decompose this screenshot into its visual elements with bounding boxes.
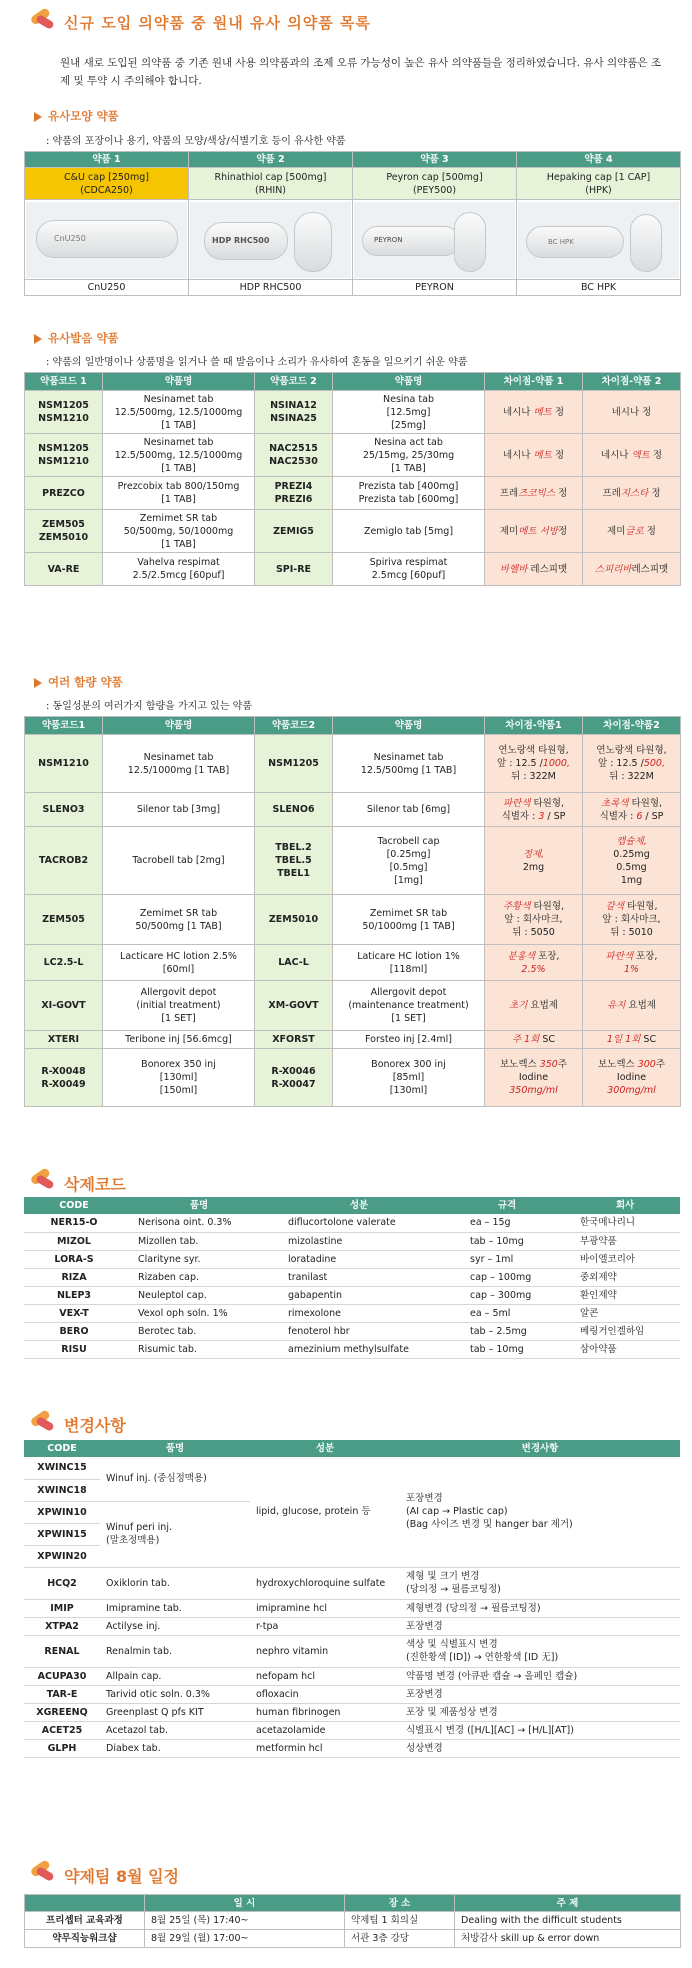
table-row — [25, 553, 681, 586]
shape-table — [24, 151, 681, 296]
deleted-heading: 삭제코드 — [64, 1175, 126, 1194]
code-cell: XWINC18 — [24, 1479, 100, 1501]
table-cell: NER15-O — [24, 1214, 124, 1232]
name-cell: Diabex tab. — [100, 1739, 250, 1757]
name-cell: Silenor tab [3mg] — [103, 793, 255, 827]
table-cell: 8월 25일 (목) 17:40~ — [145, 1912, 345, 1930]
change-cell: 포장변경 — [400, 1617, 680, 1635]
table-cell: 환인제약 — [570, 1286, 680, 1304]
diff-cell: 네시나 메트 정 — [485, 391, 583, 434]
ingr-cell: lipid, glucose, protein 등 — [250, 1457, 400, 1567]
table-cell: cap – 100mg — [444, 1268, 570, 1286]
name-cell: Nesina act tab 25/15mg, 25/30mg [1 TAB] — [333, 434, 485, 477]
table-cell: Mizollen tab. — [124, 1232, 274, 1250]
table-row — [24, 1739, 680, 1757]
code-cell: SLENO6 — [255, 793, 333, 827]
code-cell: GLPH — [24, 1739, 100, 1757]
imprint-cell: CnU250 — [25, 280, 189, 296]
table-cell: mizolastine — [274, 1232, 444, 1250]
name-cell: Tacrobell cap [0.25mg] [0.5mg] [1mg] — [333, 827, 485, 895]
table-cell: 베링거인겔하임 — [570, 1322, 680, 1340]
ingr-cell: human fibrinogen — [250, 1703, 400, 1721]
code-cell: PREZCO — [25, 477, 103, 510]
col-header: 차이점-약품2 — [583, 717, 681, 735]
col-header: 품명 — [124, 1197, 274, 1214]
intro-text: 원내 새로 도입된 의약품 중 기존 원내 사용 의약품과의 조제 오류 가능성이 높은 유사 의약품들을 정리하였습니다. 유사 의약품은 조제 및 투약 시 주의해야 합니다. — [60, 57, 661, 87]
diff-cell: 네시나 정 — [583, 391, 681, 434]
name-cell: Vahelva respimat 2.5/2.5mcg [60puf] — [103, 553, 255, 586]
imprint-cell: PEYRON — [353, 280, 517, 296]
diff-cell: 제미메트 서방정 — [485, 510, 583, 553]
table-row — [25, 510, 681, 553]
diff-cell: 파란색 타원형, 식별자 : 3 / SP — [485, 793, 583, 827]
name-cell: Zemimet SR tab 50/500mg, 50/1000mg [1 TAB] — [103, 510, 255, 553]
col-header: 약품 2 — [189, 152, 353, 168]
code-cell: XPWIN10 — [24, 1501, 100, 1523]
col-header: CODE — [24, 1440, 100, 1457]
change-cell: 포장변경 (AI cap → Plastic cap) (Bag 사이즈 변경 및 hanger bar 제거) — [400, 1457, 680, 1567]
code-cell: XI-GOVT — [25, 981, 103, 1031]
pill-icon — [28, 1858, 60, 1886]
diff-cell: 보노렉스 350주 Iodine 350mg/ml — [485, 1049, 583, 1107]
col-header: 규격 — [444, 1197, 570, 1214]
table-cell: tab – 10mg — [444, 1340, 570, 1358]
name-cell: Allpain cap. — [100, 1667, 250, 1685]
code-cell: ZEM505 ZEM5010 — [25, 510, 103, 553]
diff-cell: 프레지스타 정 — [583, 477, 681, 510]
col-header: 차이점-약품 2 — [583, 373, 681, 391]
table-cell: VEX-T — [24, 1304, 124, 1322]
table-row — [25, 477, 681, 510]
ingr-cell: metformin hcl — [250, 1739, 400, 1757]
code-cell: NAC2515 NAC2530 — [255, 434, 333, 477]
change-cell: 약품명 변경 (아큐판 캡슐 → 올페인 캡슐) — [400, 1667, 680, 1685]
table-cell: 약제팀 1 회의실 — [345, 1912, 455, 1930]
diff-cell: 제미글로 정 — [583, 510, 681, 553]
name-cell: Tarivid otic soln. 0.3% — [100, 1685, 250, 1703]
name-cell: Zemimet SR tab 50/1000mg [1 TAB] — [333, 895, 485, 945]
ingr-cell: nephro vitamin — [250, 1635, 400, 1667]
table-row — [25, 434, 681, 477]
table-cell: Risumic tab. — [124, 1340, 274, 1358]
table-cell: rimexolone — [274, 1304, 444, 1322]
changes-heading: 변경사항 — [64, 1416, 126, 1435]
name-cell: Nesinamet tab 12.5/500mg, 12.5/1000mg [1 TAB] — [103, 434, 255, 477]
table-row — [24, 1340, 680, 1358]
code-cell: XPWIN15 — [24, 1523, 100, 1545]
code-cell: XWINC15 — [24, 1457, 100, 1479]
ingr-cell: nefopam hcl — [250, 1667, 400, 1685]
code-cell: NSM1205 NSM1210 — [25, 391, 103, 434]
name-cell: Winuf inj. (중심정맥용) — [100, 1457, 250, 1501]
table-cell: syr – 1ml — [444, 1250, 570, 1268]
diff-cell: 분홍색 포장, 2.5% — [485, 945, 583, 981]
diff-cell: 프레즈코빅스 정 — [485, 477, 583, 510]
shape-heading: 유사모양 약품 — [34, 108, 119, 124]
name-cell: Actilyse inj. — [100, 1617, 250, 1635]
table-row — [24, 1685, 680, 1703]
col-header: 품명 — [100, 1440, 250, 1457]
table-cell: Nerisona oint. 0.3% — [124, 1214, 274, 1232]
table-cell: 한국메나리니 — [570, 1214, 680, 1232]
name-cell: Imipramine tab. — [100, 1599, 250, 1617]
diff-cell: 연노랑색 타원형, 앞 : 12.5 /500, 뒤 : 322M — [583, 735, 681, 793]
diff-cell: 네시나 메트 정 — [485, 434, 583, 477]
code-cell: R-X0048 R-X0049 — [25, 1049, 103, 1107]
code-cell: R-X0046 R-X0047 — [255, 1049, 333, 1107]
col-header: 약품명 — [103, 373, 255, 391]
table-row — [24, 1304, 680, 1322]
name-cell: Nesinamet tab 12.5/1000mg [1 TAB] — [103, 735, 255, 793]
name-cell: Winuf peri inj. (말초정맥용) — [100, 1501, 250, 1567]
code-cell: NSM1205 — [255, 735, 333, 793]
schedule-table — [24, 1894, 681, 1948]
drug-cell: Rhinathiol cap [500mg] (RHIN) — [189, 168, 353, 200]
drug-cell: C&U cap [250mg] (CDCA250) — [25, 168, 189, 200]
ingr-cell: ofloxacin — [250, 1685, 400, 1703]
triangle-icon — [34, 112, 42, 122]
table-cell: RISU — [24, 1340, 124, 1358]
code-cell: VA-RE — [25, 553, 103, 586]
diff-cell: 파란색 포장, 1% — [583, 945, 681, 981]
triangle-icon — [34, 678, 42, 688]
col-header: 차이점-약품 1 — [485, 373, 583, 391]
table-row — [24, 1667, 680, 1685]
table-cell: loratadine — [274, 1250, 444, 1268]
table-cell: MIZOL — [24, 1232, 124, 1250]
changes-table — [24, 1440, 680, 1758]
table-cell: Neuleptol cap. — [124, 1286, 274, 1304]
pill-icon — [28, 1166, 60, 1194]
diff-cell: 정제, 2mg — [485, 827, 583, 895]
drug-cell: Peyron cap [500mg] (PEY500) — [353, 168, 517, 200]
name-cell: Nesinamet tab 12.5/500mg [1 TAB] — [333, 735, 485, 793]
table-cell: gabapentin — [274, 1286, 444, 1304]
table-row — [25, 1049, 681, 1107]
table-cell: RIZA — [24, 1268, 124, 1286]
schedule-heading: 약제팀 8월 일정 — [64, 1867, 180, 1886]
col-header: 약품 4 — [517, 152, 681, 168]
col-header: 약품 3 — [353, 152, 517, 168]
diff-cell: 바헬바 레스피맷 — [485, 553, 583, 586]
name-cell: Teribone inj [56.6mcg] — [103, 1031, 255, 1049]
table-row — [25, 391, 681, 434]
table-cell: 처방감사 skill up & error down — [455, 1930, 681, 1948]
name-cell: Spiriva respimat 2.5mcg [60puf] — [333, 553, 485, 586]
sound-heading: 유사발음 약품 — [34, 330, 119, 346]
code-cell: ACUPA30 — [24, 1667, 100, 1685]
code-cell: PREZI4 PREZI6 — [255, 477, 333, 510]
change-cell: 식별표시 변경 ([H/L][AC] → [H/L][AT]) — [400, 1721, 680, 1739]
code-cell: RENAL — [24, 1635, 100, 1667]
table-cell: cap – 300mg — [444, 1286, 570, 1304]
col-header: 장 소 — [345, 1895, 455, 1912]
code-cell: ACET25 — [24, 1721, 100, 1739]
table-row — [25, 981, 681, 1031]
table-row — [25, 793, 681, 827]
table-row — [24, 1617, 680, 1635]
code-cell: XPWIN20 — [24, 1545, 100, 1567]
diff-cell: 스피리바레스피맷 — [583, 553, 681, 586]
table-row — [25, 1031, 681, 1049]
code-cell: TAR-E — [24, 1685, 100, 1703]
multi-table — [24, 716, 681, 1107]
sound-table — [24, 372, 681, 586]
sound-desc: : 약품의 일반명이나 상품명을 읽거나 쓸 때 발음이나 소리가 유사하여 혼동을 일으키기 쉬운 약품 — [46, 357, 468, 368]
code-cell: XM-GOVT — [255, 981, 333, 1031]
table-cell: Vexol oph soln. 1% — [124, 1304, 274, 1322]
multi-heading: 여러 함량 약품 — [34, 674, 123, 690]
diff-cell: 보노렉스 300주 Iodine 300mg/ml — [583, 1049, 681, 1107]
pill-icon — [28, 1408, 60, 1436]
ingr-cell: acetazolamide — [250, 1721, 400, 1739]
multi-desc: : 동일성분의 여러가지 함량을 가지고 있는 약품 — [46, 701, 252, 712]
col-header: 약품명 — [333, 717, 485, 735]
table-row — [24, 1635, 680, 1667]
table-row — [24, 1214, 680, 1232]
table-cell: LORA-S — [24, 1250, 124, 1268]
table-row — [25, 1930, 681, 1948]
table-row — [24, 1250, 680, 1268]
table-cell: Rizaben cap. — [124, 1268, 274, 1286]
name-cell: Lacticare HC lotion 2.5% [60ml] — [103, 945, 255, 981]
table-cell: Clarityne syr. — [124, 1250, 274, 1268]
code-cell: XTPA2 — [24, 1617, 100, 1635]
diff-cell: 유지 요법제 — [583, 981, 681, 1031]
table-cell: 8월 29일 (월) 17:00~ — [145, 1930, 345, 1948]
code-cell: TBEL.2 TBEL.5 TBEL1 — [255, 827, 333, 895]
table-row — [24, 1599, 680, 1617]
table-row — [25, 1912, 681, 1930]
name-cell: Nesina tab [12.5mg] [25mg] — [333, 391, 485, 434]
table-cell: 약무직능워크샵 — [25, 1930, 145, 1948]
col-header: 회사 — [570, 1197, 680, 1214]
deleted-table — [24, 1197, 680, 1359]
name-cell: Greenplast Q pfs KIT — [100, 1703, 250, 1721]
table-cell: 바이엘코리아 — [570, 1250, 680, 1268]
code-cell: XGREENQ — [24, 1703, 100, 1721]
col-header: 약품코드2 — [255, 717, 333, 735]
code-cell: NSM1210 — [25, 735, 103, 793]
table-cell: amezinium methylsulfate — [274, 1340, 444, 1358]
imprint-cell: HDP RHC500 — [189, 280, 353, 296]
ingr-cell: hydroxychloroquine sulfate — [250, 1567, 400, 1599]
change-cell: 포장변경 — [400, 1685, 680, 1703]
code-cell: TACROB2 — [25, 827, 103, 895]
drug-cell: Hepaking cap [1 CAP] (HPK) — [517, 168, 681, 200]
pill-image: CnU250 — [25, 200, 189, 280]
code-cell: NSM1205 NSM1210 — [25, 434, 103, 477]
diff-cell: 주황색 타원형, 앞 : 회사마크, 뒤 : 5050 — [485, 895, 583, 945]
table-row — [24, 1322, 680, 1340]
table-row — [24, 1567, 680, 1599]
table-cell: BERO — [24, 1322, 124, 1340]
col-header: 주 제 — [455, 1895, 681, 1912]
table-cell: 서관 3층 강당 — [345, 1930, 455, 1948]
name-cell: Silenor tab [6mg] — [333, 793, 485, 827]
table-cell: NLEP3 — [24, 1286, 124, 1304]
col-header: 일 시 — [145, 1895, 345, 1912]
pill-image: BC HPK — [517, 200, 681, 280]
name-cell: Renalmin tab. — [100, 1635, 250, 1667]
table-cell: 부광약품 — [570, 1232, 680, 1250]
code-cell: SPI-RE — [255, 553, 333, 586]
diff-cell: 연노랑색 타원형, 앞 : 12.5 /1000, 뒤 : 322M — [485, 735, 583, 793]
table-cell: Berotec tab. — [124, 1322, 274, 1340]
name-cell: Nesinamet tab 12.5/500mg, 12.5/1000mg [1 TAB] — [103, 391, 255, 434]
code-cell: LC2.5-L — [25, 945, 103, 981]
table-cell: ea – 15g — [444, 1214, 570, 1232]
col-header: 약품명 — [103, 717, 255, 735]
imprint-cell: BC HPK — [517, 280, 681, 296]
table-cell: tranilast — [274, 1268, 444, 1286]
table-cell: Dealing with the difficult students — [455, 1912, 681, 1930]
code-cell: SLENO3 — [25, 793, 103, 827]
name-cell: Bonorex 350 inj [130ml] [150ml] — [103, 1049, 255, 1107]
diff-cell: 주 1회 SC — [485, 1031, 583, 1049]
col-header: 약품코드1 — [25, 717, 103, 735]
table-row — [24, 1286, 680, 1304]
col-header: 성분 — [250, 1440, 400, 1457]
col-header: 약품 1 — [25, 152, 189, 168]
diff-cell: 네시나 액트 정 — [583, 434, 681, 477]
table-row — [25, 735, 681, 793]
shape-desc: : 약품의 포장이나 용기, 약품의 모양/색상/식별기호 등이 유사한 약품 — [46, 136, 346, 147]
table-row — [25, 945, 681, 981]
ingr-cell: r-tpa — [250, 1617, 400, 1635]
table-row — [24, 1268, 680, 1286]
name-cell: Allergovit depot (initial treatment) [1 SET] — [103, 981, 255, 1031]
diff-cell: 초록색 타원형, 식별자 : 6 / SP — [583, 793, 681, 827]
name-cell: Oxiklorin tab. — [100, 1567, 250, 1599]
table-row — [24, 1232, 680, 1250]
table-cell: 프리셉터 교육과정 — [25, 1912, 145, 1930]
table-cell: tab – 2.5mg — [444, 1322, 570, 1340]
table-cell: diflucortolone valerate — [274, 1214, 444, 1232]
table-row — [24, 1703, 680, 1721]
table-cell: 중외제약 — [570, 1268, 680, 1286]
name-cell: Zemiglo tab [5mg] — [333, 510, 485, 553]
code-cell: IMIP — [24, 1599, 100, 1617]
name-cell: Prezcobix tab 800/150mg [1 TAB] — [103, 477, 255, 510]
col-header: 약품코드 1 — [25, 373, 103, 391]
diff-cell: 1일 1회 SC — [583, 1031, 681, 1049]
pill-image: HDP RHC500 — [189, 200, 353, 280]
table-cell: ea – 5ml — [444, 1304, 570, 1322]
code-cell: NSINA12 NSINA25 — [255, 391, 333, 434]
name-cell: Allergovit depot (maintenance treatment) [1 SET] — [333, 981, 485, 1031]
col-header: CODE — [24, 1197, 124, 1214]
code-cell: XTERI — [25, 1031, 103, 1049]
change-cell: 제형변경 (당의정 → 필름코팅정) — [400, 1599, 680, 1617]
change-cell: 성상변경 — [400, 1739, 680, 1757]
diff-cell: 캡슐제, 0.25mg 0.5mg 1mg — [583, 827, 681, 895]
col-header: 차이점-약품1 — [485, 717, 583, 735]
table-row — [25, 895, 681, 945]
col-header — [25, 1895, 145, 1912]
change-cell: 색상 및 식별표시 변경 (진한황색 [ID]) → 연한황색 [ID 无]) — [400, 1635, 680, 1667]
ingr-cell: imipramine hcl — [250, 1599, 400, 1617]
table-cell: 알콘 — [570, 1304, 680, 1322]
col-header: 약품명 — [333, 373, 485, 391]
change-cell: 제형 및 크기 변경 (당의정 → 필름코팅정) — [400, 1567, 680, 1599]
code-cell: HCQ2 — [24, 1567, 100, 1599]
table-cell: 삼아약품 — [570, 1340, 680, 1358]
diff-cell: 갈색 타원형, 앞 : 회사마크, 뒤 : 5010 — [583, 895, 681, 945]
diff-cell: 초기 요법제 — [485, 981, 583, 1031]
name-cell: Acetazol tab. — [100, 1721, 250, 1739]
table-cell: fenoterol hbr — [274, 1322, 444, 1340]
col-header: 약품코드 2 — [255, 373, 333, 391]
name-cell: Forsteo inj [2.4ml] — [333, 1031, 485, 1049]
code-cell: XFORST — [255, 1031, 333, 1049]
pill-icon — [28, 6, 58, 34]
change-cell: 포장 및 제품성상 변경 — [400, 1703, 680, 1721]
name-cell: Zemimet SR tab 50/500mg [1 TAB] — [103, 895, 255, 945]
code-cell: ZEM5010 — [255, 895, 333, 945]
code-cell: ZEMIG5 — [255, 510, 333, 553]
triangle-icon — [34, 334, 42, 344]
table-cell: tab – 10mg — [444, 1232, 570, 1250]
col-header: 성분 — [274, 1197, 444, 1214]
name-cell: Laticare HC lotion 1% [118ml] — [333, 945, 485, 981]
name-cell: Bonorex 300 inj [85ml] [130ml] — [333, 1049, 485, 1107]
col-header: 변경사항 — [400, 1440, 680, 1457]
name-cell: Prezista tab [400mg] Prezista tab [600mg] — [333, 477, 485, 510]
code-cell: LAC-L — [255, 945, 333, 981]
pill-image: PEYRON — [353, 200, 517, 280]
code-cell: ZEM505 — [25, 895, 103, 945]
table-row — [24, 1721, 680, 1739]
name-cell: Tacrobell tab [2mg] — [103, 827, 255, 895]
page-title: 신규 도입 의약품 중 원내 유사 의약품 목록 — [64, 14, 371, 32]
table-row — [25, 827, 681, 895]
